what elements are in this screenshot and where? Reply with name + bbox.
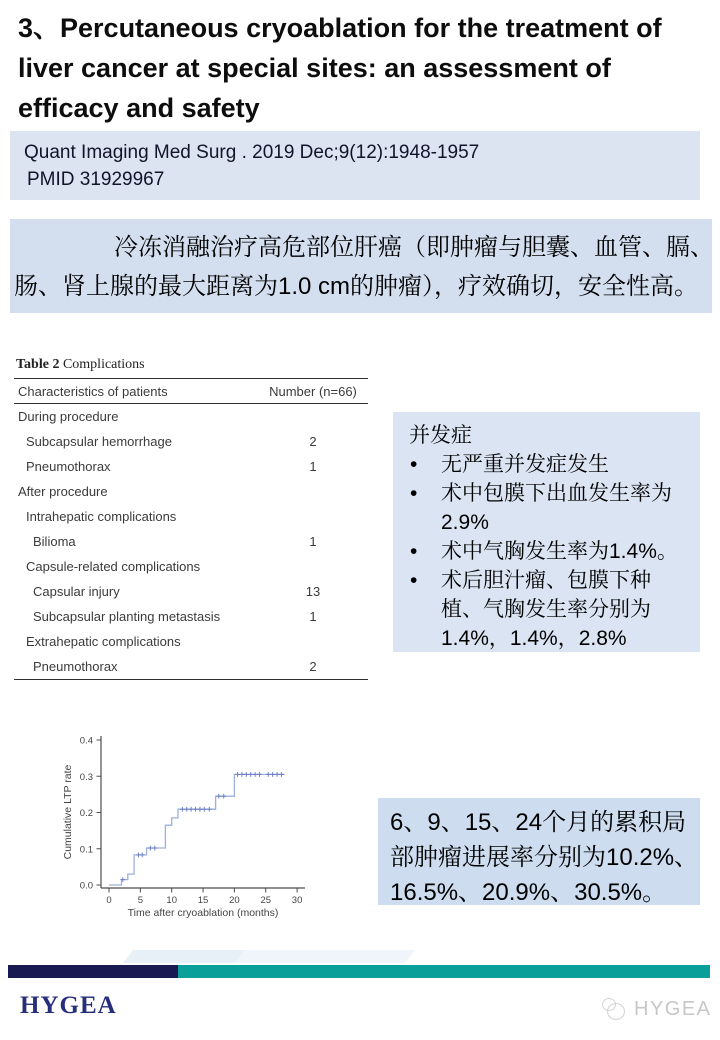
table-row-value: 13	[305, 584, 321, 599]
table-row-label: After procedure	[18, 484, 108, 499]
svg-text:0.0: 0.0	[79, 880, 93, 892]
svg-text:0.1: 0.1	[79, 844, 93, 856]
table-row	[14, 404, 368, 429]
table-row-label: Capsular injury	[33, 584, 120, 599]
svg-text:0.3: 0.3	[79, 771, 93, 783]
ltp-rates-line: 部肿瘤进展率分别为10.2%、	[390, 844, 699, 871]
table-row	[14, 629, 368, 654]
table-row	[14, 554, 368, 579]
complications-summary-box	[393, 412, 700, 652]
watermark	[602, 996, 712, 1022]
ltp-chart	[58, 716, 380, 921]
svg-text:15: 15	[197, 895, 209, 906]
svg-text:0.2: 0.2	[79, 808, 93, 819]
table-row-label: Subcapsular planting metastasis	[33, 609, 221, 624]
complications-bullet: • 术中包膜下出血发生率为2.9%	[407, 479, 690, 537]
table-row-value: 1	[309, 534, 317, 549]
table-row-value: 2	[309, 659, 317, 674]
footer-bar-navy	[8, 965, 178, 978]
footer-decor-streak	[235, 950, 415, 963]
svg-text:0.4: 0.4	[79, 735, 93, 747]
watermark-logo-icon	[602, 996, 628, 1022]
ltp-rates-line: 16.5%、20.9%、30.5%。	[390, 879, 667, 906]
svg-text:25: 25	[260, 895, 272, 906]
svg-text:10: 10	[166, 895, 177, 906]
table-row-label: Intrahepatic complications	[26, 509, 177, 524]
svg-text:20: 20	[229, 895, 240, 906]
table-body	[14, 404, 368, 680]
table-row-label: Capsule-related complications	[26, 559, 201, 574]
brand-logo-text: HYGEA	[20, 992, 117, 1019]
table-row	[14, 454, 368, 479]
citation-pmid: PMID 31929967	[27, 169, 165, 190]
table-row	[14, 529, 368, 554]
table-row-label: Subcapsular hemorrhage	[26, 434, 172, 449]
table-col-characteristics: Characteristics of patients	[18, 383, 168, 399]
svg-text:0: 0	[106, 895, 112, 906]
table-row-label: Bilioma	[33, 534, 76, 549]
footer-bar-teal	[178, 965, 710, 978]
svg-text:5: 5	[137, 895, 143, 906]
summary-line: 冷冻消融治疗高危部位肝癌（即肿瘤与胆囊、血管、膈、	[114, 234, 714, 261]
summary-box	[10, 219, 712, 313]
table-row	[14, 654, 368, 679]
table-row	[14, 429, 368, 454]
ltp-rates-box	[378, 798, 700, 905]
table-row-value: 1	[309, 609, 317, 624]
ltp-chart-svg	[58, 716, 380, 921]
table-title-number: Table 2	[16, 357, 60, 372]
table-row-label: Pneumothorax	[26, 459, 111, 474]
table-title	[14, 356, 368, 379]
table-row	[14, 579, 368, 604]
complications-heading: 并发症	[409, 424, 472, 447]
complications-bullet: • 术中气胸发生率为1.4%。	[407, 537, 690, 566]
table-row	[14, 504, 368, 529]
complications-bullet: • 无严重并发症发生	[407, 450, 690, 479]
watermark-text: HYGEA	[634, 997, 712, 1020]
table-row-label: During procedure	[18, 409, 119, 424]
complications-table	[14, 356, 368, 680]
table-title-text: Complications	[59, 357, 145, 372]
table-col-number: Number (n=66)	[269, 383, 357, 399]
table-row-label: Pneumothorax	[33, 659, 118, 674]
svg-text:Time after cryoablation (month: Time after cryoablation (months)	[127, 907, 279, 919]
ltp-rates-line: 6、9、15、24个月的累积局	[390, 809, 687, 836]
slide-title: 3、Percutaneous cryoablation for the treatment of liver cancer at special sites: an assessment of efficacy and safety	[18, 13, 662, 123]
table-row-value: 1	[309, 459, 317, 474]
complications-bullet: • 术后胆汁瘤、包膜下种植、气胸发生率分别为1.4%，1.4%，2.8%	[407, 566, 690, 653]
citation-journal: Quant Imaging Med Surg . 2019 Dec;9(12):1948-1957	[24, 142, 480, 163]
table-row-label: Extrahepatic complications	[26, 634, 181, 649]
citation-box	[10, 131, 700, 200]
table-row-value: 2	[309, 434, 317, 449]
table-header-row	[14, 379, 368, 404]
table-row	[14, 479, 368, 504]
complications-bullets	[407, 450, 690, 653]
summary-line: 肠、肾上腺的最大距离为1.0 cm的肿瘤），疗效确切，安全性高。	[14, 273, 699, 300]
table-row	[14, 604, 368, 629]
svg-text:30: 30	[291, 895, 303, 906]
svg-text:Cumulative LTP rate: Cumulative LTP rate	[62, 764, 74, 860]
